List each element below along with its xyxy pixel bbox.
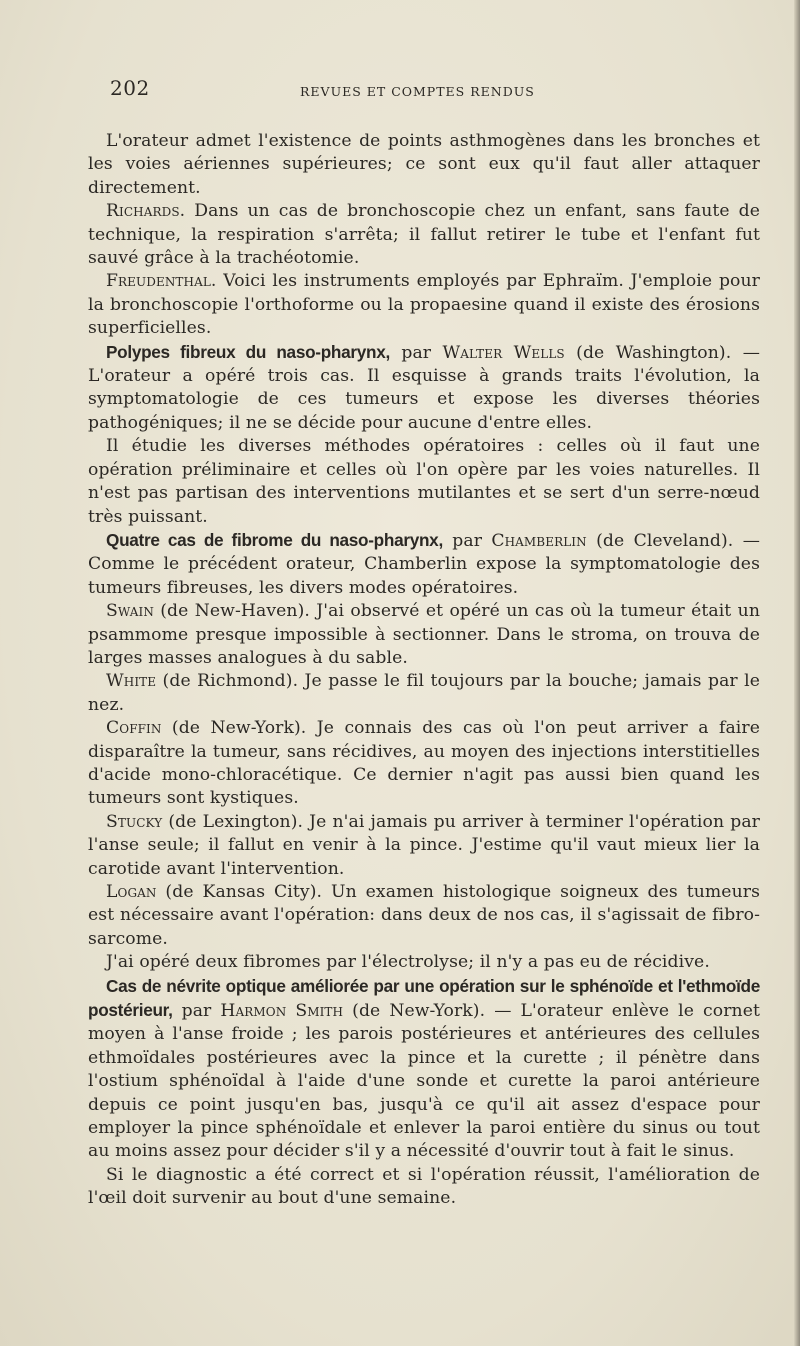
paragraph-text: Si le diagnostic a été correct et si l'opération réussit, l'amélioration de l'œil doit survenir au bout d'une semaine.	[88, 1164, 760, 1209]
running-title: REVUES ET COMPTES RENDUS	[300, 84, 535, 99]
speaker-name: Stucky	[106, 811, 163, 832]
paragraph-text: . Voici les instruments employés par Ephraïm. J'emploie pour la bronchoscopie l'orthoforme ou la propaesine quand il existe des érosions superficielles.	[88, 271, 760, 339]
paragraph	[88, 200, 760, 270]
speaker-name: Coffin	[106, 718, 162, 739]
paragraph	[88, 951, 760, 974]
paragraph-text: (de Lexington). Je n'ai jamais pu arriver à terminer l'opération par l'anse seule; il fallut en venir à la pince. J'estime qu'il vaut mieux lier la carotide avant l'intervention.	[88, 811, 760, 879]
paragraph-text: J'ai opéré deux fibromes par l'électrolyse; il n'y a pas eu de récidive.	[106, 952, 710, 973]
page-number: 202	[110, 76, 150, 100]
paragraph-text: . Dans un cas de bronchoscopie chez un enfant, sans faute de technique, la respiration s'arrêta; il fallut retirer le tube et l'enfant fut sauvé grâce à la trachéotomie.	[88, 201, 760, 269]
paragraph	[88, 670, 760, 717]
paragraph	[88, 600, 760, 670]
paragraph	[88, 881, 760, 951]
article-body	[88, 130, 760, 1211]
paragraph-text: (de New-York). — L'orateur enlève le cornet moyen à l'anse froide ; les parois postérieures et antérieures des cellules ethmoïdales postérieures avec la pince et la curette ; il pénètre dans l'ostium sphénoïdal à l'aide d'une sonde et curette la paroi antérieure depuis ce point jusqu'en bas, jusqu'à ce qu'il ait assez d'espace pour employer la pince sphénoïdale et enlever la paroi entière du sinus ou tout au moins assez pour décider s'il y a nécessité d'ouvrir tout à fait le sinus.	[88, 1001, 760, 1162]
speaker-name: Chamberlin	[491, 530, 587, 551]
paragraph-text: par	[389, 342, 443, 363]
paragraph	[88, 975, 760, 1164]
speaker-name: Harmon Smith	[220, 1001, 344, 1022]
paragraph-text: (de Washington). — L'orateur a opéré trois cas. Il esquisse à grands traits l'évolution, la symptomatologie de ces tumeurs et expose les diverses théories pathogéniques; il ne se décide pour aucune d'entre elles.	[88, 342, 760, 433]
page-edge	[794, 0, 800, 1346]
speaker-name: White	[106, 671, 157, 692]
paragraph	[88, 435, 760, 529]
page-header	[110, 76, 760, 106]
paragraph	[88, 341, 760, 436]
speaker-name: Freudenthal	[106, 271, 211, 292]
paragraph	[88, 1164, 760, 1211]
paragraph	[88, 811, 760, 881]
paragraph-text: (de New-Haven). J'ai observé et opéré un cas où la tumeur était un psammome presque impossible à sectionner. Dans le stroma, on trouva de larges masses analogues à du sable.	[88, 601, 760, 668]
paragraph-text: (de Kansas City). Un examen histologique soigneux des tumeurs est nécessaire avant l'opération: dans deux de nos cas, il s'agissait de fibro-sarcome.	[88, 882, 760, 949]
section-heading: Cas de névrite optique améliorée par une opération sur le sphénoïde et l'ethmoïde postérieur,	[88, 975, 760, 1021]
paragraph-text: (de Cleveland). — Comme le précédent orateur, Chamberlin expose la symptomatologie des tumeurs fibreuses, les divers modes opératoires.	[88, 530, 760, 598]
paragraph	[88, 130, 760, 200]
paragraph	[88, 717, 760, 811]
paragraph-text: par	[442, 530, 492, 551]
section-heading: Polypes fibreux du naso-pharynx,	[106, 341, 390, 362]
paragraph	[88, 529, 760, 600]
speaker-name: Swain	[106, 601, 154, 622]
section-heading: Quatre cas de fibrome du naso-pharynx,	[106, 529, 443, 550]
paragraph-text: L'orateur admet l'existence de points asthmogènes dans les bronches et les voies aériennes supérieures; ce sont eux qu'il faut aller attaquer directement.	[88, 131, 760, 198]
paragraph	[88, 270, 760, 340]
speaker-name: Richards	[106, 201, 180, 222]
paragraph-text: (de Richmond). Je passe le fil toujours par la bouche; jamais par le nez.	[88, 671, 760, 715]
speaker-name: Logan	[106, 882, 157, 902]
paragraph-text: (de New-York). Je connais des cas où l'on peut arriver a faire disparaître la tumeur, sans récidives, au moyen des injections interstitielles d'acide mono-chloracétique. Ce dernier n'agit pas aussi bien quand les tumeurs sont kystiques.	[88, 718, 760, 809]
speaker-name: Walter Wells	[442, 342, 565, 363]
paragraph-text: Il étudie les diverses méthodes opératoires : celles où il faut une opération préliminaire et celles où l'on opère par les voies naturelles. Il n'est pas partisan des interventions mutilantes et se sert d'un serre-nœud très puissant.	[88, 436, 760, 527]
paragraph-text: par	[172, 1001, 221, 1022]
